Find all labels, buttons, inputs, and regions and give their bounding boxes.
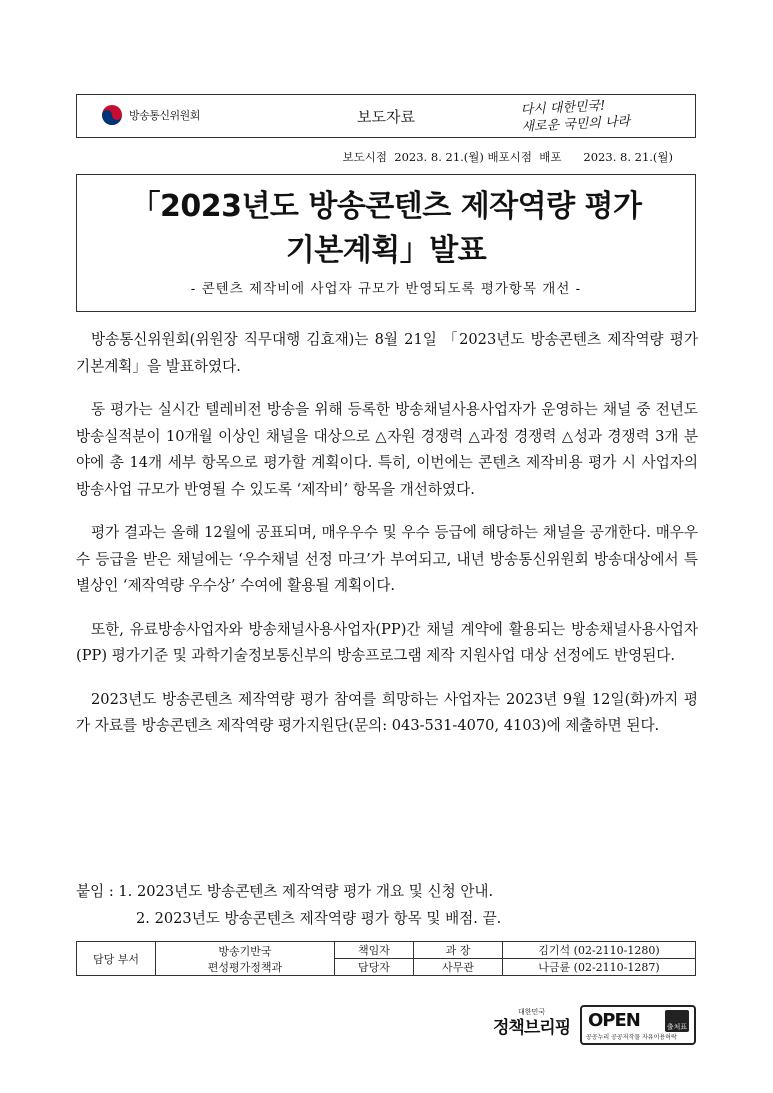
dept-line1: 방송기반국 xyxy=(218,944,272,958)
dept-label: 담당 부서 xyxy=(77,942,156,976)
paragraph: 평가 결과는 올해 12월에 공표되며, 매우우수 및 우수 등급에 해당하는 채널을 공개한다. 매우우수 등급을 받은 채널에는 ‘우수채널 선정 마크’가 부여되고, 내년 방송통신위원회 방송대상에서 특별상인 ‘제작역량 우수상’ 수여에 활용될 계획이다. xyxy=(76,524,698,594)
attachments xyxy=(76,879,698,932)
open-caption: 공공누리 공공저작물 자유이용허락 xyxy=(586,1034,677,1041)
subtitle: - 콘텐츠 제작비에 사업자 규모가 반영되도록 평가항목 개선 - xyxy=(190,281,582,297)
attribution-icon: 출처표시 xyxy=(665,1010,689,1032)
contact-table xyxy=(76,941,696,976)
contact-person: 김기석 (02-2110-1280) xyxy=(503,942,696,959)
position-title: 사무관 xyxy=(414,959,503,976)
main-title xyxy=(77,185,695,273)
body-text xyxy=(76,327,698,757)
press-release-header xyxy=(76,94,696,138)
attachment-1: 붙임 : 1. 2023년도 방송콘텐츠 제작역량 평가 개요 및 신청 안내. xyxy=(76,883,494,900)
paragraph: 방송통신위원회(위원장 직무대행 김효재)는 8월 21일 「2023년도 방송콘텐츠 제작역량 평가 기본계획」을 발표하였다. xyxy=(76,331,698,375)
title-box xyxy=(76,174,696,312)
paragraph: 2023년도 방송콘텐츠 제작역량 평가 참여를 희망하는 사업자는 2023년 9월 12일(화)까지 평가 자료를 방송콘텐츠 제작역량 평가지원단(문의: 043-531-4070, 4103)에 제출하면 된다. xyxy=(76,690,698,734)
release-dates: 보도시점 2023. 8. 21.(월) 배포시점 배포 2023. 8. 21.(월) xyxy=(342,150,673,164)
policy-briefing-logo xyxy=(493,1007,570,1039)
kogl-open-badge xyxy=(580,1005,696,1065)
slogan xyxy=(520,94,672,136)
main-title-line1: 「2023년도 방송콘텐츠 제작역량 평가 xyxy=(130,189,642,224)
org-name: 방송통신위원회 xyxy=(129,109,200,122)
attachment-2: 2. 2023년도 방송콘텐츠 제작역량 평가 항목 및 배점. 끝. xyxy=(136,909,502,927)
position-title: 과 장 xyxy=(414,942,503,959)
doc-type-title: 보도자료 xyxy=(357,108,415,126)
paragraph: 또한, 유료방송사업자와 방송채널사용사업자(PP)간 채널 계약에 활용되는 방송채널사용사업자(PP) 평가기준 및 과학기술정보통신부의 방송프로그램 제작 지원사업 대상 선정에도 반영된다. xyxy=(76,620,698,664)
open-word: OPEN xyxy=(588,1010,640,1031)
slogan-line1: 다시 대한민국! xyxy=(520,98,606,118)
dept-name xyxy=(156,942,335,976)
role-label: 담당자 xyxy=(335,959,414,976)
slogan-line2: 새로운 국민의 나라 xyxy=(521,114,631,135)
main-title-line2: 기본계획」발표 xyxy=(285,233,487,268)
role-label: 책임자 xyxy=(335,942,414,959)
contact-person: 나금륜 (02-2110-1287) xyxy=(503,959,696,976)
paragraph: 동 평가는 실시간 텔레비전 방송을 위해 등록한 방송채널사용사업자가 운영하는 채널 중 전년도 방송실적분이 10개월 이상인 채널을 대상으로 △자원 경쟁력 △과정 경쟁력 △성과 경쟁력 3개 분야에 총 14개 세부 항목으로 평가할 계획이다. 특히, 이번에는 콘텐츠 제작비용 평가 시 사업자의 방송사업 규모가 반영될 수 있도록 ‘제작비’ 항목을 개선하였다. xyxy=(76,401,698,498)
briefing-big: 정책브리핑 xyxy=(493,1018,571,1038)
dept-line2: 편성평가정책과 xyxy=(207,960,283,974)
briefing-small: 대한민국 xyxy=(518,1008,546,1016)
